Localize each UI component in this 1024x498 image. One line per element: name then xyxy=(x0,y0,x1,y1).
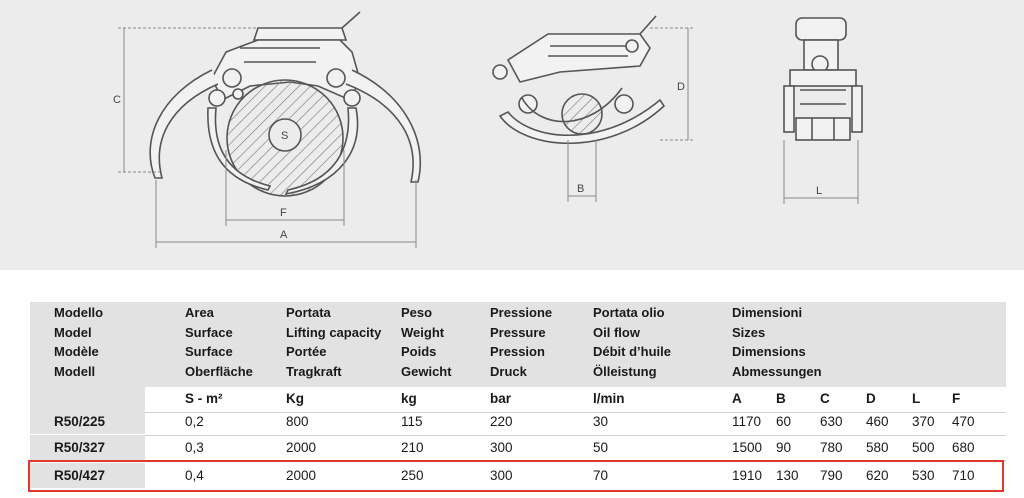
header-pressure-de: Druck xyxy=(490,363,527,379)
header-load xyxy=(286,303,381,381)
row-l: 500 xyxy=(912,440,935,455)
dim-l-label: L xyxy=(816,185,823,197)
row-d: 580 xyxy=(866,440,889,455)
header-load-it: Portata xyxy=(286,305,331,320)
row-f: 680 xyxy=(952,440,975,455)
unit-l: L xyxy=(912,391,921,406)
row-a: 1500 xyxy=(732,440,763,455)
row-weight: 115 xyxy=(401,414,423,429)
dim-c-label: C xyxy=(113,94,121,106)
row-model: R50/427 xyxy=(30,463,145,488)
row-c: 790 xyxy=(820,468,843,483)
header-pressure-fr: Pression xyxy=(490,344,545,359)
row-c: 630 xyxy=(820,414,843,429)
spec-header xyxy=(30,302,1006,387)
header-model-en: Model xyxy=(54,324,92,340)
header-weight-de: Gewicht xyxy=(401,363,452,379)
header-oil-de: Ölleistung xyxy=(593,363,657,379)
row-model: R50/225 xyxy=(30,409,145,434)
header-weight-it: Peso xyxy=(401,305,433,320)
front-view xyxy=(150,12,420,196)
row-pressure: 220 xyxy=(490,414,513,429)
unit-f: F xyxy=(952,391,961,406)
unit-c: C xyxy=(820,391,830,406)
header-model-fr: Modèle xyxy=(54,344,99,359)
row-c: 780 xyxy=(820,440,843,455)
table-row xyxy=(30,435,1006,460)
header-area-en: Surface xyxy=(185,324,233,340)
row-f: 710 xyxy=(952,468,975,483)
header-area xyxy=(185,303,253,381)
row-weight: 250 xyxy=(401,468,424,483)
header-area-it: Area xyxy=(185,305,214,320)
row-load: 2000 xyxy=(286,468,317,483)
header-load-en: Lifting capacity xyxy=(286,324,382,340)
header-area-de: Oberfläche xyxy=(185,363,253,379)
header-oil xyxy=(593,303,671,381)
table-row xyxy=(30,409,1006,434)
row-weight: 210 xyxy=(401,440,424,455)
unit-load: Kg xyxy=(286,391,304,406)
row-a: 1170 xyxy=(732,414,762,429)
row-oil: 30 xyxy=(593,414,609,429)
row-area: 0,4 xyxy=(185,468,204,483)
header-load-fr: Portée xyxy=(286,344,327,359)
row-l: 530 xyxy=(912,468,935,483)
row-l: 370 xyxy=(912,414,935,429)
row-pressure: 300 xyxy=(490,468,513,483)
dim-a-label: A xyxy=(280,229,288,241)
surface-s-label: S xyxy=(281,130,289,142)
row-oil: 70 xyxy=(593,468,609,483)
row-b: 90 xyxy=(776,440,792,455)
side-view-closed xyxy=(493,16,664,143)
row-load: 2000 xyxy=(286,440,317,455)
header-load-de: Tragkraft xyxy=(286,363,342,379)
unit-d: D xyxy=(866,391,876,406)
header-weight-en: Weight xyxy=(401,324,445,340)
row-b: 130 xyxy=(776,468,799,483)
row-b: 60 xyxy=(776,414,792,429)
row-pressure: 300 xyxy=(490,440,513,455)
unit-area: S - m² xyxy=(185,391,223,406)
row-d: 620 xyxy=(866,468,889,483)
row-f: 470 xyxy=(952,414,975,429)
dim-b-label: B xyxy=(577,183,585,195)
header-oil-it: Portata olio xyxy=(593,305,665,320)
row-area: 0,2 xyxy=(185,414,204,429)
row-oil: 50 xyxy=(593,440,609,455)
header-dims-it: Dimensioni xyxy=(732,305,803,320)
header-model-it: Modello xyxy=(54,305,104,320)
header-weight-fr: Poids xyxy=(401,344,437,359)
header-oil-fr: Débit d’huile xyxy=(593,344,671,359)
header-model-de: Modell xyxy=(54,363,96,379)
row-model: R50/327 xyxy=(30,435,145,460)
spec-table xyxy=(30,302,1006,483)
unit-pressure: bar xyxy=(490,391,512,406)
unit-b: B xyxy=(776,391,786,406)
header-pressure xyxy=(490,303,552,381)
header-weight xyxy=(401,303,452,381)
header-model xyxy=(54,303,103,381)
unit-weight: kg xyxy=(401,391,417,406)
row-d: 460 xyxy=(866,414,889,429)
highlight-box xyxy=(28,460,1004,492)
header-dims-en: Sizes xyxy=(732,324,766,340)
dim-d-label: D xyxy=(677,81,685,93)
header-pressure-it: Pressione xyxy=(490,305,553,320)
unit-a: A xyxy=(732,391,742,406)
unit-oil: l/min xyxy=(593,391,625,406)
header-pressure-en: Pressure xyxy=(490,324,546,340)
header-area-fr: Surface xyxy=(185,344,233,359)
header-dims xyxy=(732,303,822,381)
rear-view xyxy=(784,18,862,140)
dim-f-label: F xyxy=(280,207,287,219)
row-a: 1910 xyxy=(732,468,763,483)
header-dims-fr: Dimensions xyxy=(732,344,806,359)
row-load: 800 xyxy=(286,414,309,429)
header-oil-en: Oil flow xyxy=(593,324,640,340)
header-dims-de: Abmessungen xyxy=(732,363,822,379)
row-area: 0,3 xyxy=(185,440,204,455)
